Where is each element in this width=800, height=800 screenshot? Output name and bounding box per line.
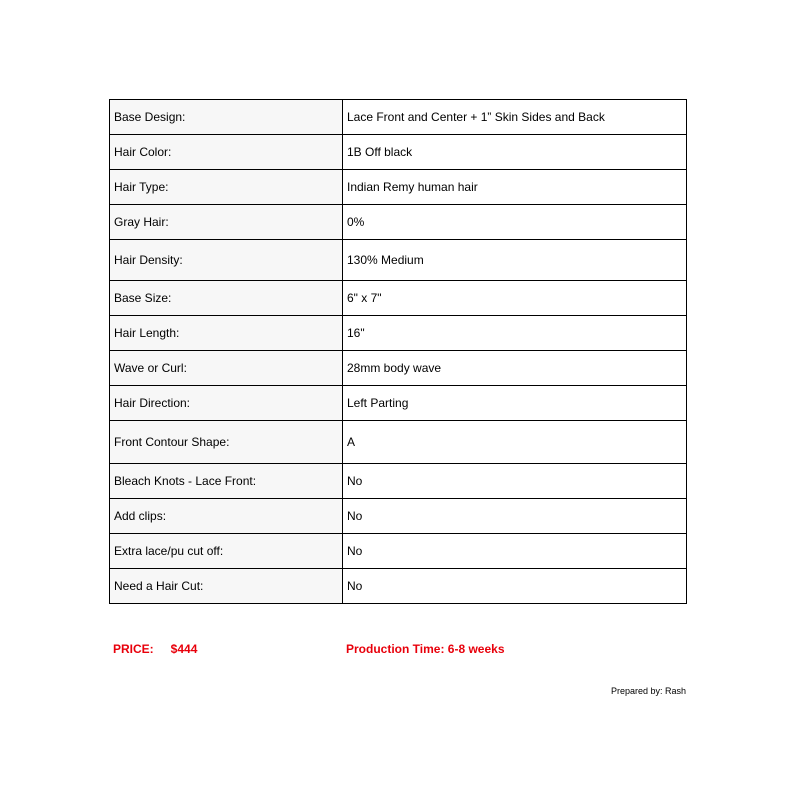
table-row (110, 170, 687, 205)
spec-label: Hair Direction: (110, 386, 343, 421)
spec-label: Hair Color: (110, 135, 343, 170)
table-row (110, 534, 687, 569)
table-row (110, 205, 687, 240)
spec-value: Indian Remy human hair (343, 170, 687, 205)
spec-label: Bleach Knots - Lace Front: (110, 464, 343, 499)
spec-value: A (343, 421, 687, 464)
spec-label: Hair Length: (110, 316, 343, 351)
table-row (110, 100, 687, 135)
price-value: $444 (170, 642, 198, 656)
table-row (110, 499, 687, 534)
spec-label: Add clips: (110, 499, 343, 534)
spec-label: Need a Hair Cut: (110, 569, 343, 604)
price-line (113, 642, 197, 656)
spec-label: Hair Density: (110, 240, 343, 281)
spec-value: Lace Front and Center + 1” Skin Sides and Back (343, 100, 687, 135)
spec-value: 1B Off black (343, 135, 687, 170)
spec-value: No (343, 534, 687, 569)
prepared-by-note: Prepared by: Rash (611, 686, 687, 696)
table-row (110, 569, 687, 604)
spec-label: Base Design: (110, 100, 343, 135)
production-time: Production Time: 6-8 weeks (346, 642, 505, 656)
spec-label: Hair Type: (110, 170, 343, 205)
table-row (110, 421, 687, 464)
table-row (110, 135, 687, 170)
spec-label: Gray Hair: (110, 205, 343, 240)
spec-value: 16" (343, 316, 687, 351)
table-row (110, 351, 687, 386)
order-spec-table (109, 99, 687, 604)
spec-label: Front Contour Shape: (110, 421, 343, 464)
spec-value: No (343, 499, 687, 534)
spec-value: 130% Medium (343, 240, 687, 281)
spec-label: Wave or Curl: (110, 351, 343, 386)
spec-value: 6" x 7" (343, 281, 687, 316)
table-row (110, 386, 687, 421)
spec-value: 0% (343, 205, 687, 240)
price-label: PRICE: (113, 642, 154, 656)
spec-label: Extra lace/pu cut off: (110, 534, 343, 569)
spec-value: 28mm body wave (343, 351, 687, 386)
table-row (110, 240, 687, 281)
table-row (110, 281, 687, 316)
spec-label: Base Size: (110, 281, 343, 316)
table-row (110, 316, 687, 351)
table-row (110, 464, 687, 499)
spec-value: No (343, 464, 687, 499)
spec-value: No (343, 569, 687, 604)
spec-value: Left Parting (343, 386, 687, 421)
